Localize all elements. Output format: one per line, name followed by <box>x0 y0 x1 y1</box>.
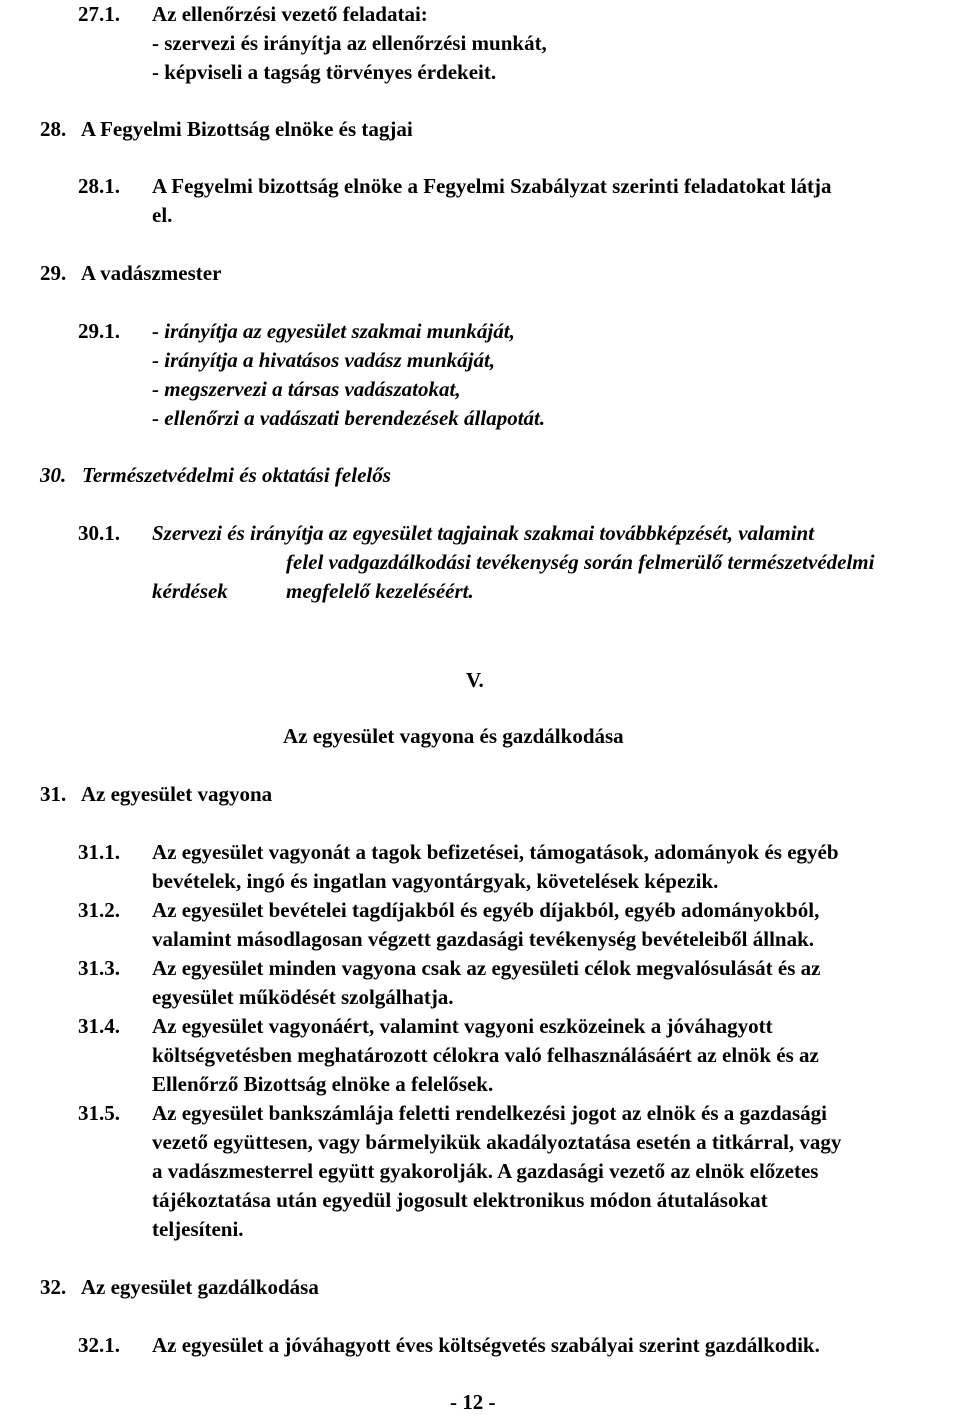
section-31-5-line: Az egyesület bankszámlája feletti rendelkezési jogot az elnök és a gazdasági <box>152 1101 828 1125</box>
section-31-3-number: 31.3. <box>78 956 120 980</box>
chapter-title: Az egyesület vagyona és gazdálkodása <box>283 724 624 748</box>
section-31-3-line: Az egyesület minden vagyona csak az egyesületi célok megvalósulását és az <box>152 956 821 980</box>
section-31-2-line: Az egyesület bevételei tagdíjakból és egyéb díjakból, egyéb adományokból, <box>152 898 820 922</box>
section-31-2-number: 31.2. <box>78 898 120 922</box>
section-30-heading: 30. Természetvédelmi és oktatási felelős <box>40 463 391 487</box>
section-31-5-number: 31.5. <box>78 1101 120 1125</box>
section-31-5-line: tájékoztatása után egyedül jogosult elektronikus módon átutalásokat <box>152 1188 768 1212</box>
section-31-heading: 31. Az egyesület vagyona <box>40 782 273 806</box>
section-32-1-line: Az egyesület a jóváhagyott éves költségvetés szabályai szerint gazdálkodik. <box>152 1333 820 1357</box>
section-31-4-line: Az egyesület vagyonáért, valamint vagyoni eszközeinek a jóváhagyott <box>152 1014 773 1038</box>
section-27-1-line: - szervezi és irányítja az ellenőrzési munkát, <box>152 31 547 55</box>
section-31-4-line: Ellenőrző Bizottság elnöke a felelősek. <box>152 1072 494 1096</box>
section-31-4-number: 31.4. <box>78 1014 120 1038</box>
section-31-2-line: valamint másodlagosan végzett gazdasági tevékenység bevételeiből állnak. <box>152 927 815 951</box>
section-28-heading: 28. A Fegyelmi Bizottság elnöke és tagjai <box>40 117 413 141</box>
section-30-1-number: 30.1. <box>78 521 120 545</box>
section-28-1-line: el. <box>152 203 173 227</box>
section-32-heading: 32. Az egyesület gazdálkodása <box>40 1275 319 1299</box>
section-31-5-line: vezető együttesen, vagy bármelyikük akadályoztatása esetén a titkárral, vagy <box>152 1130 842 1154</box>
section-27-1-title: Az ellenőrzési vezető feladatai: <box>152 2 428 26</box>
section-31-1-line: Az egyesület vagyonát a tagok befizetései, támogatások, adományok és egyéb <box>152 840 839 864</box>
section-30-1-line: Szervezi és irányítja az egyesület tagjainak szakmai továbbképzését, valamint <box>152 521 815 545</box>
section-27-1-line: - képviseli a tagság törvényes érdekeit. <box>152 60 497 84</box>
section-30-1-line: megfelelő kezeléséért. <box>286 579 474 603</box>
section-31-1-number: 31.1. <box>78 840 120 864</box>
section-32-1-number: 32.1. <box>78 1333 120 1357</box>
section-29-1-line: - megszervezi a társas vadászatokat, <box>152 377 461 401</box>
section-27-1-number: 27.1. <box>78 2 120 26</box>
section-30-1-line: kérdések <box>152 579 228 603</box>
section-31-5-line: teljesíteni. <box>152 1217 244 1241</box>
section-28-1-line: A Fegyelmi bizottság elnöke a Fegyelmi Szabályzat szerinti feladatokat látja <box>152 174 832 198</box>
page-number: - 12 - <box>450 1390 496 1414</box>
section-31-4-line: költségvetésben meghatározott célokra való felhasználásáért az elnök és az <box>152 1043 819 1067</box>
section-28-1-number: 28.1. <box>78 174 120 198</box>
section-31-3-line: egyesület működését szolgálhatja. <box>152 985 454 1009</box>
section-29-1-number: 29.1. <box>78 319 120 343</box>
section-30-1-line: felel vadgazdálkodási tevékenység során felmerülő természetvédelmi <box>286 550 875 574</box>
section-29-1-line: - irányítja az egyesület szakmai munkáját, <box>152 319 515 343</box>
section-29-heading: 29. A vadászmester <box>40 261 222 285</box>
section-31-5-line: a vadászmesterrel együtt gyakorolják. A gazdasági vezető az elnök előzetes <box>152 1159 819 1183</box>
section-31-1-line: bevételek, ingó és ingatlan vagyontárgyak, követelések képezik. <box>152 869 719 893</box>
section-29-1-line: - ellenőrzi a vadászati berendezések állapotát. <box>152 406 546 430</box>
section-29-1-line: - irányítja a hivatásos vadász munkáját, <box>152 348 496 372</box>
chapter-roman-numeral: V. <box>466 668 484 692</box>
